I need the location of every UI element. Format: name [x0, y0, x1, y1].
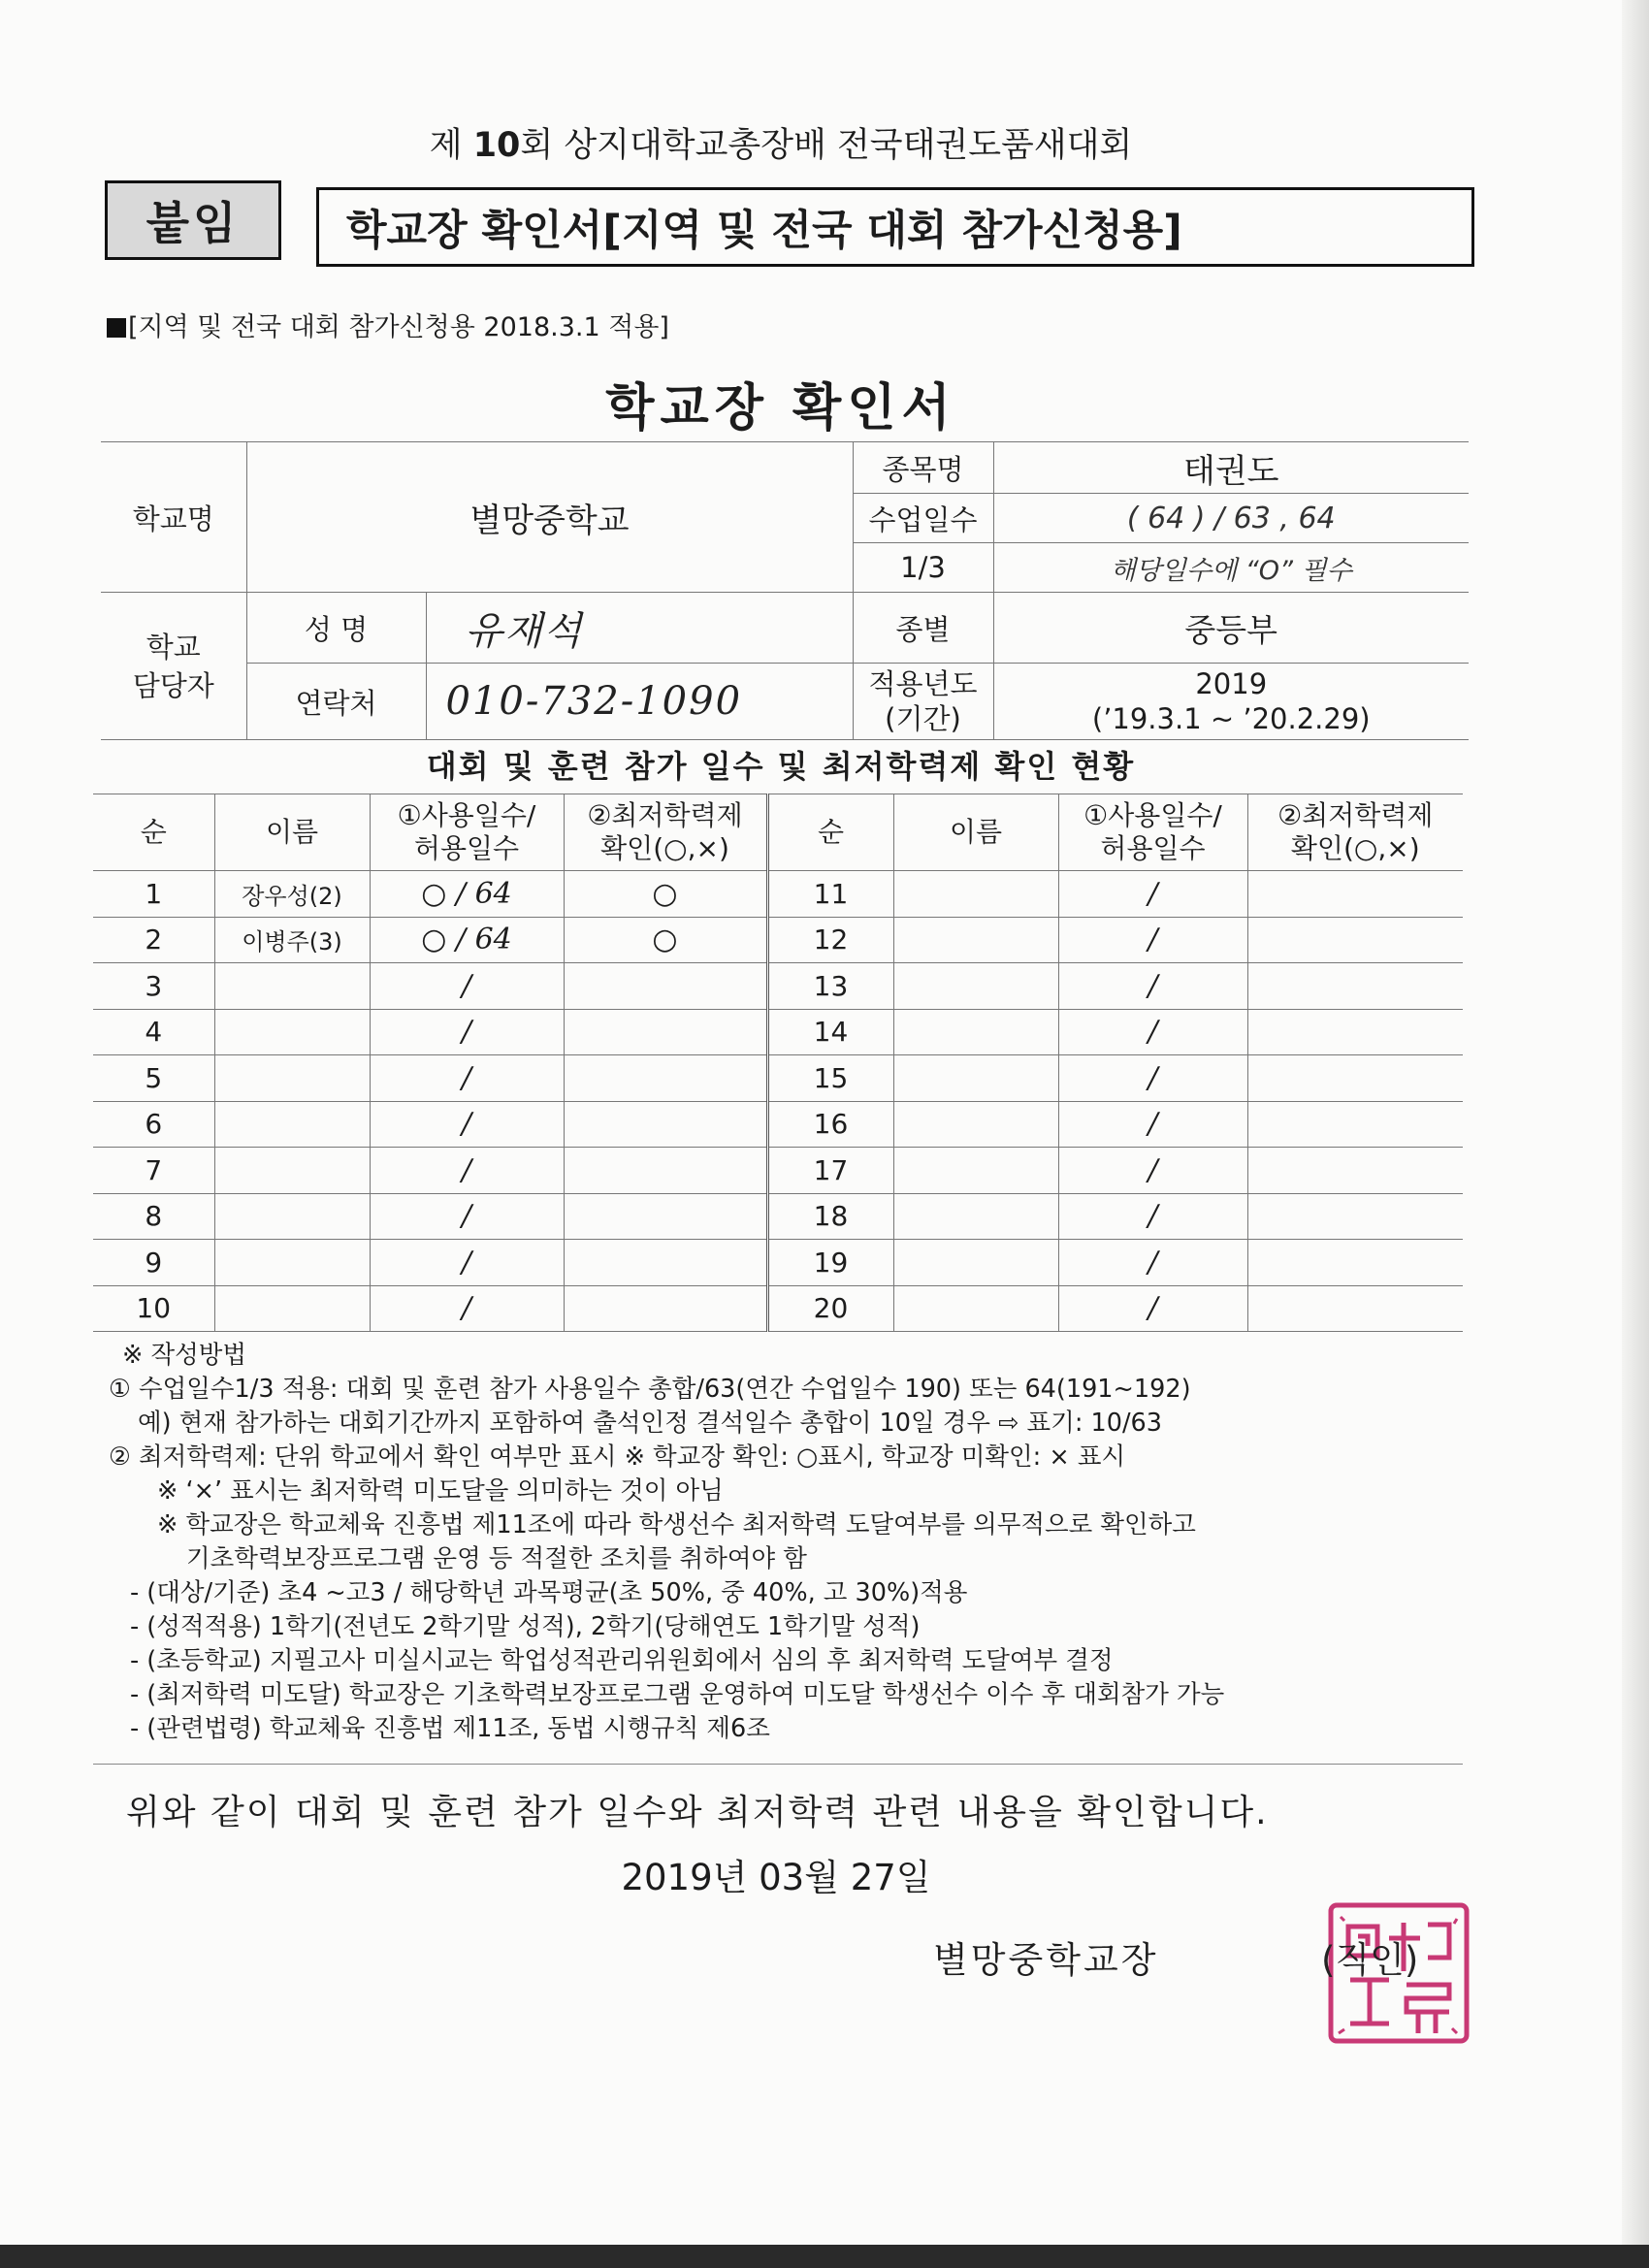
note-item: ② 최저학력제: 단위 학교에서 확인 여부만 표시 ※ 학교장 확인: ○표시, 학교장 미확인: × 표시	[109, 1442, 1126, 1472]
year-value: 2019	[1195, 667, 1268, 700]
name-label: 성 명	[246, 593, 426, 664]
note-item: ① 수업일수1/3 적용: 대회 및 훈련 참가 사용일수 총합/63(연간 수업일수 190) 또는 64(191~192)	[109, 1375, 1191, 1404]
form-title: 학교장 확인서[지역 및 전국 대회 참가신청용]	[316, 187, 1474, 267]
header-name: 이름	[893, 794, 1058, 871]
category-value: 중등부	[993, 593, 1469, 664]
participant-no: 11	[767, 871, 893, 918]
header-days: ①사용일수/ 허용일수	[370, 794, 564, 871]
participant-min-score	[1247, 1009, 1463, 1055]
participant-days: /	[1058, 1009, 1247, 1055]
participant-min-score: ○	[564, 871, 767, 918]
participant-days: /	[370, 1055, 564, 1102]
scan-bottom-edge	[0, 2245, 1649, 2268]
note-item: - (최저학력 미도달) 학교장은 기초학력보장프로그램 운영하여 미도달 학생선수 이수 후 대회참가 가능	[130, 1680, 1225, 1709]
instructions	[109, 1339, 1467, 1746]
participant-name: 이병주(3)	[214, 917, 370, 963]
attachment-label: 붙임	[105, 180, 281, 260]
participant-no: 6	[93, 1101, 214, 1148]
year-label: 적용년도 (기간)	[853, 664, 993, 740]
participant-no: 8	[93, 1193, 214, 1240]
participant-days: /	[1058, 1055, 1247, 1102]
sport-value: 태권도	[993, 442, 1469, 494]
participant-min-score	[1247, 1101, 1463, 1148]
note-item: ※ 학교장은 학교체육 진흥법 제11조에 따라 학생선수 최저학력 도달여부를 의무적으로 확인하고	[157, 1510, 1196, 1539]
seal-label: (직인)	[1321, 1939, 1419, 1981]
phone-value-handwritten: 010-732-1090	[426, 664, 853, 740]
table-row	[93, 1285, 1463, 1332]
participant-name	[214, 1285, 370, 1332]
participant-name: 장우성(2)	[214, 871, 370, 918]
participant-days: ○ / 64	[370, 871, 564, 918]
header-name: 이름	[214, 794, 370, 871]
principal-name: 별망중학교장	[933, 1939, 1159, 1981]
participant-min-score	[564, 1148, 767, 1194]
header-min-score: ②최저학력제 확인(○,×)	[1247, 794, 1463, 871]
document-title: 학교장 확인서	[605, 379, 956, 437]
participant-name	[214, 1055, 370, 1102]
participant-days: /	[370, 1285, 564, 1332]
participant-no: 1	[93, 871, 214, 918]
table-row	[93, 1193, 1463, 1240]
issue-date: 2019년 03월 27일	[621, 1857, 931, 1898]
participant-no: 2	[93, 917, 214, 963]
participant-min-score	[1247, 1240, 1463, 1286]
participant-no: 10	[93, 1285, 214, 1332]
header-min-score: ②최저학력제 확인(○,×)	[564, 794, 767, 871]
participant-days: /	[370, 1009, 564, 1055]
participant-min-score	[1247, 1285, 1463, 1332]
participant-days: /	[370, 1101, 564, 1148]
participant-no: 5	[93, 1055, 214, 1102]
participant-name	[214, 1148, 370, 1194]
participant-no: 9	[93, 1240, 214, 1286]
class-days-note: 해당일수에 “O” 필수	[993, 543, 1469, 593]
scan-edge	[1622, 0, 1649, 2268]
participant-min-score	[564, 1055, 767, 1102]
participant-no: 12	[767, 917, 893, 963]
participant-name	[893, 871, 1058, 918]
sport-label: 종목명	[853, 442, 993, 494]
participant-no: 15	[767, 1055, 893, 1102]
school-name: 별망중학교	[246, 442, 853, 593]
square-bullet-icon	[107, 318, 126, 338]
table-row	[93, 1240, 1463, 1286]
participant-no: 20	[767, 1285, 893, 1332]
participant-min-score	[564, 1101, 767, 1148]
participant-name	[893, 1193, 1058, 1240]
participation-table	[93, 794, 1463, 1332]
participant-days: /	[1058, 1193, 1247, 1240]
participant-min-score	[1247, 917, 1463, 963]
note-item: 기초학력보장프로그램 운영 등 적절한 조치를 취하여야 함	[186, 1544, 807, 1573]
school-label: 학교명	[101, 442, 246, 593]
participant-name	[214, 1193, 370, 1240]
header-no: 순	[767, 794, 893, 871]
participant-min-score	[1247, 1055, 1463, 1102]
participant-days: /	[1058, 1101, 1247, 1148]
participant-min-score	[1247, 871, 1463, 918]
note-item: 예) 현재 참가하는 대회기간까지 포함하여 출석인정 결석일수 총합이 10일 경우 ⇨ 표기: 10/63	[138, 1409, 1162, 1438]
participant-min-score	[564, 1285, 767, 1332]
class-days-value: ( 64 ) / 63 , 64	[993, 494, 1469, 543]
participant-days: ○ / 64	[370, 917, 564, 963]
participant-name	[893, 963, 1058, 1010]
participant-min-score	[1247, 1193, 1463, 1240]
participant-no: 7	[93, 1148, 214, 1194]
participant-name	[893, 1055, 1058, 1102]
participant-name	[214, 1240, 370, 1286]
participant-no: 18	[767, 1193, 893, 1240]
participant-min-score	[564, 1240, 767, 1286]
name-value-handwritten: 유재석	[426, 593, 853, 664]
note-item: - (초등학교) 지필고사 미실시교는 학업성적관리위원회에서 심의 후 최저학력 도달여부 결정	[130, 1646, 1114, 1675]
participant-no: 4	[93, 1009, 214, 1055]
table-row	[93, 1009, 1463, 1055]
participant-min-score	[1247, 1148, 1463, 1194]
participant-name	[893, 1240, 1058, 1286]
note-heading: ※ 작성방법	[122, 1341, 247, 1370]
divider	[93, 1764, 1463, 1765]
participant-min-score	[564, 1009, 767, 1055]
note-item: - (관련법령) 학교체육 진흥법 제11조, 동법 시행규칙 제6조	[130, 1714, 770, 1743]
participant-days: /	[370, 963, 564, 1010]
confirmation-text: 위와 같이 대회 및 훈련 참가 일수와 최저학력 관련 내용을 확인합니다.	[126, 1793, 1269, 1832]
table-row	[93, 917, 1463, 963]
participant-no: 13	[767, 963, 893, 1010]
note-item: - (성적적용) 1학기(전년도 2학기말 성적), 2학기(당해연도 1학기말 성적)	[130, 1612, 921, 1641]
table-row	[93, 1101, 1463, 1148]
participant-min-score	[564, 1193, 767, 1240]
participant-days: /	[1058, 871, 1247, 918]
participant-no: 19	[767, 1240, 893, 1286]
participant-min-score	[564, 963, 767, 1010]
participant-no: 14	[767, 1009, 893, 1055]
participant-name	[893, 1009, 1058, 1055]
event-title: 제 10회 상지대학교총장배 전국태권도품새대회	[429, 126, 1133, 165]
period-value: (’19.3.1 ~ ’20.2.29)	[1091, 702, 1371, 735]
participant-days: /	[1058, 917, 1247, 963]
participant-days: /	[370, 1148, 564, 1194]
participant-name	[214, 963, 370, 1010]
participant-min-score: ○	[564, 917, 767, 963]
school-info-table	[101, 441, 1469, 740]
participant-days: /	[370, 1193, 564, 1240]
participant-no: 16	[767, 1101, 893, 1148]
participant-name	[893, 1285, 1058, 1332]
year-cell	[993, 664, 1469, 740]
participant-name	[214, 1101, 370, 1148]
participant-days: /	[1058, 963, 1247, 1010]
header-days: ①사용일수/ 허용일수	[1058, 794, 1247, 871]
participant-name	[893, 1101, 1058, 1148]
applied-note: [지역 및 전국 대회 참가신청용 2018.3.1 적용]	[107, 306, 669, 343]
note-item: - (대상/기준) 초4 ~고3 / 해당학년 과목평균(초 50%, 중 40%, 고 30%)적용	[130, 1578, 968, 1607]
table-row	[93, 1055, 1463, 1102]
participant-name	[893, 1148, 1058, 1194]
class-days-fraction: 1/3	[853, 543, 993, 593]
participant-name	[893, 917, 1058, 963]
note-item: ※ ‘×’ 표시는 최저학력 미도달을 의미하는 것이 아님	[157, 1476, 724, 1506]
participant-name	[214, 1009, 370, 1055]
participant-no: 3	[93, 963, 214, 1010]
class-days-label: 수업일수	[853, 494, 993, 543]
participant-days: /	[1058, 1148, 1247, 1194]
participant-days: /	[1058, 1285, 1247, 1332]
participant-days: /	[370, 1240, 564, 1286]
participant-days: /	[1058, 1240, 1247, 1286]
table-row	[93, 1148, 1463, 1194]
participant-no: 17	[767, 1148, 893, 1194]
section-title: 대회 및 훈련 참가 일수 및 최저학력제 확인 현황	[426, 748, 1136, 785]
participant-min-score	[1247, 963, 1463, 1010]
contact-person-label: 학교 담당자	[101, 593, 246, 740]
table-row	[93, 871, 1463, 918]
table-row	[93, 963, 1463, 1010]
header-no: 순	[93, 794, 214, 871]
phone-label: 연락처	[246, 664, 426, 740]
category-label: 종별	[853, 593, 993, 664]
